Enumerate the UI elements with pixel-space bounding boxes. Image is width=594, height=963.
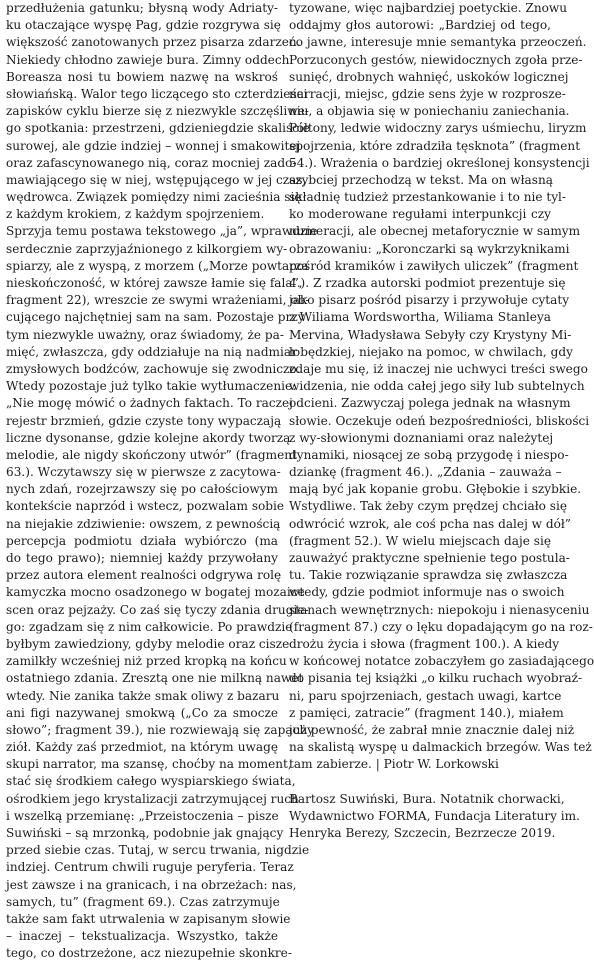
text-line: serdecznie zaprzyjaźnionego z kilkorgiem wy- — [6, 241, 288, 256]
text-line: przez autora element realności odgrywa rolę — [6, 568, 282, 583]
text-line: narracji, miejsc, gdzie sens żyje w rozproszе- — [289, 86, 566, 101]
text-line: mawiającego się w niej, wstępującego w jej czas, — [6, 172, 307, 187]
text-line: ziół. Każdy zaś przedmiot, na którym uwagę — [6, 740, 278, 755]
text-line: słowie. Oczekuje odeń bezpośredniości, bliskości — [289, 413, 590, 428]
text-line: ni, paru spojrzeniach, gestach uwagi, kartce — [289, 688, 562, 703]
text-line: z każdym krokiem, z każdym spojrzeniem. — [6, 207, 265, 222]
text-line: drożu życia i słowa (fragment 100.). A kiedy — [289, 636, 560, 651]
text-line: Sprzyja temu postawa tekstowego „ja”, wprawdzie — [6, 224, 318, 239]
bibliography-line: Bartosz Suwiński, Bura. Notatnik chorwacki, — [289, 791, 565, 806]
text-line: widzenia, nie odda całej jego siły lub subtelnych — [289, 379, 585, 394]
text-line: odwrócić wzrok, ale coś pcha nas dalej w dół” — [289, 516, 571, 531]
text-line: kamyczka mocno osadzonego w bogatej mozaice — [6, 585, 305, 600]
text-line: Suwiński – są mrzonką, podobnie jak gnający — [6, 826, 284, 840]
text-line: melodie, ale nigdy skończony utwór” (fragment — [6, 447, 297, 462]
text-line: skupi narrator, ma szansę, choćby na moment, — [6, 757, 292, 772]
text-line: i wszelką przemianę: „Przeistoczenia – pisze — [6, 808, 279, 823]
text-line: Boreasza nosi tu bowiem nazwę na wskroś — [6, 69, 278, 84]
text-line: oraz zafascynowanego nią, coraz mocniej zado- — [6, 155, 297, 170]
text-line: scen oraz pejzaży. Co zaś się tyczy zdania drugie- — [6, 602, 309, 617]
bibliographic-note — [289, 791, 580, 843]
text-line: składnię tudzież przestankowanie i to nie tyl- — [289, 190, 567, 205]
text-line: mięć, zwłaszcza, gdy oddziałuje na nią nadmiar — [6, 344, 297, 359]
text-line: wtedy. Nie zanika także smak oliwy z bazaru — [6, 688, 280, 703]
text-line: z pamięci, zatracie” (fragment 140.), miałem — [289, 705, 564, 720]
text-line: 63.). Wczytawszy się w pierwsze z zacytowa- — [6, 465, 281, 480]
text-line: wtedy, gdzie podmiot informuje nas o swoich — [289, 585, 565, 600]
text-line: Niekiedy chłodno zawieje bura. Zimny oddech — [6, 52, 290, 67]
text-line: zauważyć praktyczne spełnienie tego postula- — [289, 551, 570, 565]
review-signature-line: tam zabierze. | Piotr W. Lorkowski — [289, 757, 499, 772]
text-line: ostatniego zdania. Zresztą one nie milkną nawet — [6, 671, 304, 686]
text-line: tym niezwykle uważny, oraz świadomy, że pa- — [6, 327, 284, 342]
text-line: przed siebie czas. Tutaj, w sercu trwania, nigdzie — [6, 843, 310, 858]
text-line: z Wiliama Wordswortha, Wiliama Stanleya — [289, 310, 551, 325]
text-line: jest zawsze i na granicach, i na obrzeżach: nas, — [6, 877, 297, 892]
text-line: obrazowaniu: „Koronczarki są wykrzyknikami — [289, 241, 570, 256]
text-line: samych, tu” (fragment 69.). Czas zatrzymuje — [6, 894, 280, 909]
text-line: większość zanotowanych przez pisarza zdarzeń. — [6, 35, 301, 50]
text-line: ku otaczające wyspę Pag, gdzie rozgrywa się — [6, 18, 281, 33]
text-line: spojrzenia, które zdradziła tęsknota” (fragment — [289, 138, 581, 153]
text-line: go spotkania: przestrzeni, gdzieniegdzie skaliście — [6, 121, 310, 136]
text-line: do tego prawo); niemniej każdy przywołany — [6, 551, 278, 565]
text-line: zdaje mu się, iż inaczej nie uchwyci treści swego — [289, 361, 588, 376]
text-line: ani figi nazywanej smokwą („Co za smocze — [6, 705, 278, 720]
text-line: Porzuconych gestów, niewidocznych zgoła prze- — [289, 52, 583, 67]
text-line: stanach wewnętrznych: niepokoju i nienasycеniu — [289, 602, 590, 617]
text-line: cującego najchętniej sam na sam. Pozostaje przy — [6, 310, 305, 325]
text-line: zamilkły wcześniej niż przed kropką na końcu — [6, 654, 287, 669]
text-line: na niejakie zdziwienie: owszem, z pewnością — [6, 516, 281, 531]
text-line: spiarzy, ale z wyspą, z morzem („Morze powtarza — [6, 258, 309, 273]
text-line: Mervina, Władysława Sebyły czy Krystyny Mi- — [289, 327, 572, 342]
text-line: 54.). Wrażenia o bardziej określonej konsystencji — [289, 155, 590, 170]
text-line: zmysłowych bodźców, zachowuje się zwodniczo. — [6, 361, 301, 376]
text-line: w końcowej notatce zobaczyłem go zasiadającego — [289, 654, 594, 669]
text-line: „Nie mogę mówić o żadnych faktach. To raczej — [6, 396, 293, 411]
text-line: niu, a objawia się w poniechaniu zaniechania. — [289, 104, 570, 119]
text-line: wędrowca. Związek pomiędzy nimi zacieśnia się — [6, 190, 302, 205]
text-line: 4.). Z rzadka autorski podmiot prezentuje się — [289, 276, 566, 290]
text-line: co jawne, interesuje mnie semantyka przeoczeń. — [289, 35, 587, 50]
text-line: na skalistą wyspę u dalmackich brzegów. Was też — [289, 740, 592, 755]
text-line: zapisków cyklu bierze się z niezwykle szczęśliwe- — [6, 104, 309, 119]
paragraph-gap — [289, 773, 551, 790]
text-line: percepcja podmiotu działa wybiórczo (ma — [6, 533, 278, 548]
text-line: tyzowane, więc najbardziej poetyckie. Znowu — [289, 1, 568, 15]
text-line: indziej. Centrum chwili ruguje peryferia. Teraz — [6, 860, 294, 875]
bibliography-line: Henryka Berezy, Szczecin, Bezrzecze 2019. — [289, 826, 556, 840]
text-line: fragment 22), wreszcie ze swymi wrażeniami, ob- — [6, 293, 310, 308]
bibliography-line: Wydawnictwo FORMA, Fundacja Literatury im. — [289, 808, 580, 823]
text-line: Półtony, ledwie widoczny zarys uśmiechu, liryzm — [289, 121, 587, 136]
text-line: stać się środkiem całego wyspiarskiego świata, — [6, 774, 296, 789]
text-line: tego, co dostrzeżone, acz niezupełnie skonkre- — [6, 946, 292, 961]
text-line: ośrodkiem jego krystalizacji zatrzymującej ruch — [6, 791, 299, 806]
text-line: – inaczej – tekstualizacja. Wszystko, także — [6, 929, 278, 944]
text-line: łobędzkiej, niejako na pomoc, w chwilach, gdy — [289, 344, 573, 359]
left-text-column — [6, 0, 318, 963]
text-line: (fragment 52.). W wielu miejscach daje się — [289, 533, 551, 548]
text-line: numeracji, ale obecnej metaforycznie w samym — [289, 224, 581, 239]
text-line: rejestr brzmień, gdzie czyste tony wypaczają — [6, 413, 282, 428]
text-line: szybciej przechodzą w tekst. Ma on własną — [289, 172, 553, 187]
text-line: Wstydliwe. Tak żeby czym prędzej chciało się — [289, 499, 567, 514]
text-line: pośród kramików i zawiłych uliczek” (fragment — [289, 258, 579, 273]
text-line: surowej, ale gdzie indziej – wonnej i smakowitej — [6, 138, 301, 153]
text-line: dynamiki, niosącej ze sobą przygodę i niespo- — [289, 447, 569, 462]
text-line: nieskończoność, w której zawsze łamie się fala”, — [6, 276, 303, 290]
text-line: słowiańską. Walor tego liczącego sto czterdzieści — [6, 86, 308, 101]
text-line: już pewność, że zabrał mnie znacznie dalej niż — [289, 722, 575, 737]
right-text-column — [289, 0, 594, 842]
text-line: tu. Takie rozwiązanie sprawdza się zwłaszcza — [289, 568, 568, 583]
text-line: z wy-słowionymi doznaniami oraz należytej — [289, 430, 554, 445]
text-line: liczne dysonanse, gdzie kolejne akordy tworzą — [6, 430, 291, 445]
text-line: (fragment 87.) czy o lęku dopadającym go na roz- — [289, 619, 593, 634]
text-line: nych zdań, rozejrzawszy się po całościowym — [6, 482, 278, 497]
text-line: ko moderowane regułami interpunkcji czy — [289, 207, 551, 222]
text-line: dziankę (fragment 46.). „Zdania – zauważa – — [289, 465, 562, 480]
text-line: odcieni. Zazwyczaj polega jednak na własnym — [289, 396, 571, 411]
text-line: przedłużenia gatunku; błysną wody Adriaty- — [6, 1, 278, 15]
text-line: sunięć, drobnych wahnięć, uskoków logicznej — [289, 69, 569, 84]
text-line: go: zgadzam się z nim całkowicie. Po prawdzie — [6, 619, 293, 634]
text-line: kontekście naprzód i wstecz, pozwalam sobie — [6, 499, 285, 514]
text-line: także sam fakt utrwalenia w zapisanym słowie — [6, 911, 291, 926]
text-line: jako pisarz pośród pisarzy i przywołuje cytaty — [289, 293, 570, 308]
text-line: oddajmy głos autorowi: „Bardziej od tego, — [289, 18, 551, 33]
text-line: słowo”; fragment 39.), nie rozwiewają się zapachy — [6, 722, 314, 737]
text-line: Wtedy pozostaje już tylko takie wytłumaczenie: — [6, 379, 297, 394]
text-line: do pisania tej książki „o kilku ruchach wyobraź- — [289, 671, 583, 686]
text-line: mają być jak kopanie grobu. Głębokie i szybkie. — [289, 482, 582, 497]
text-line: byłbym zawiedziony, gdyby melodie oraz cisze — [6, 636, 290, 651]
